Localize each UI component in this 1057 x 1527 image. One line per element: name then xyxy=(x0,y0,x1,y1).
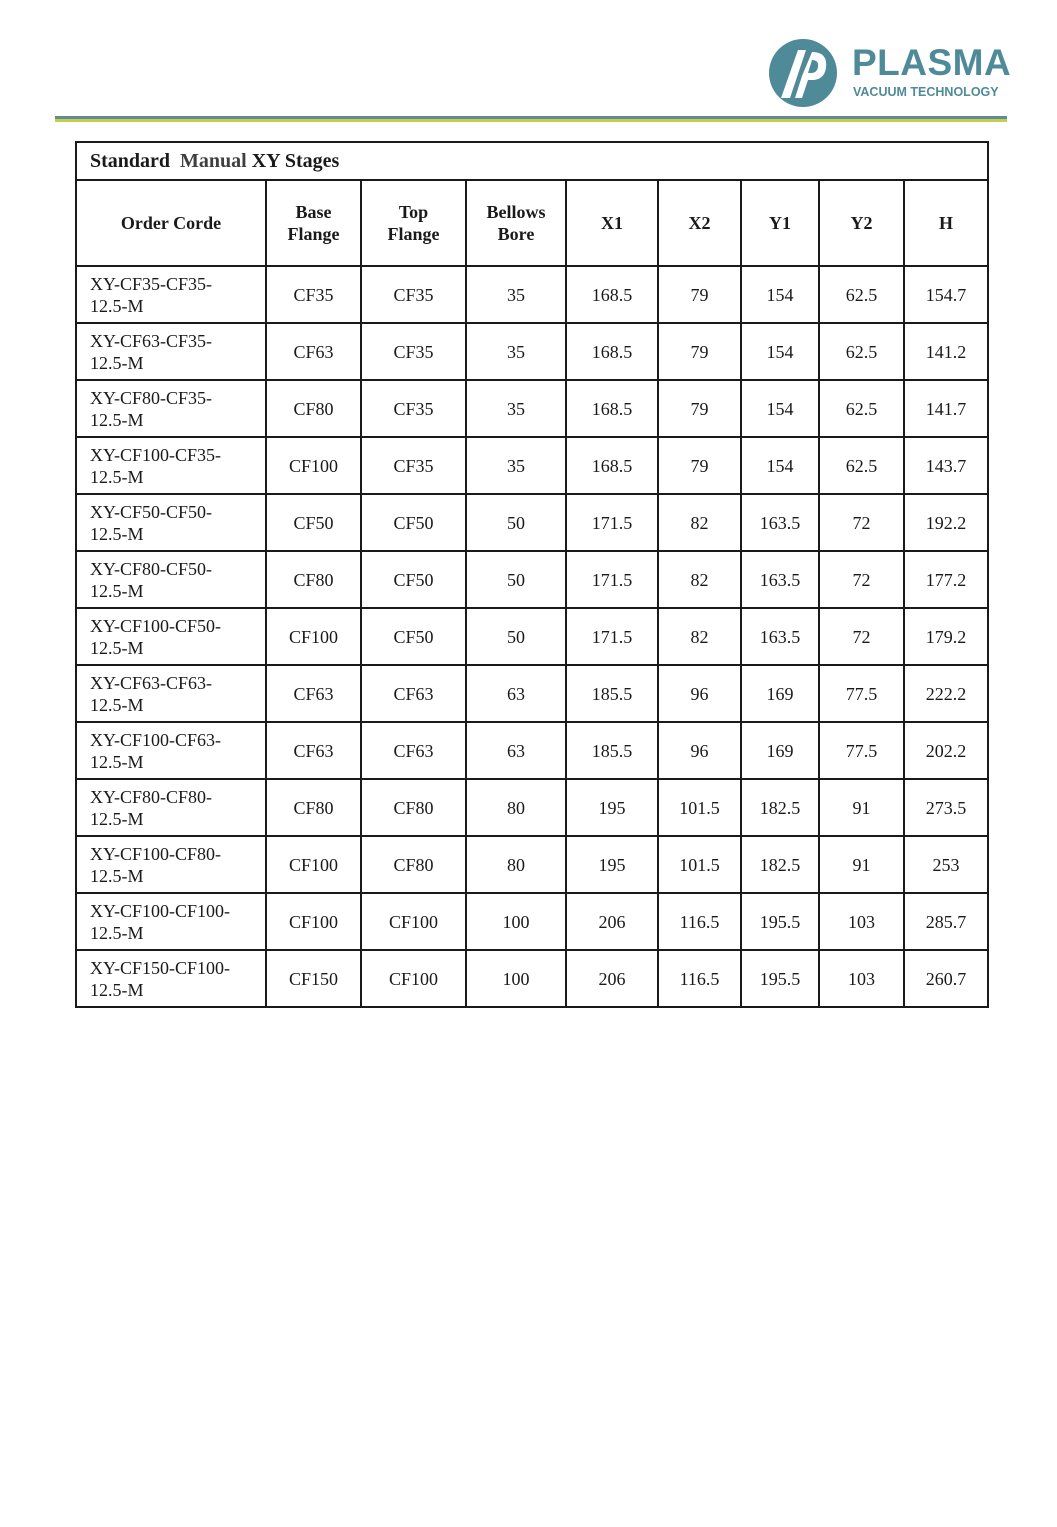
x2-cell: 116.5 xyxy=(658,893,741,950)
top-flange-cell: CF63 xyxy=(361,665,466,722)
order-code-cell xyxy=(76,437,266,494)
order-code-cell xyxy=(76,494,266,551)
bellows-bore-cell: 50 xyxy=(466,608,566,665)
x2-cell: 79 xyxy=(658,323,741,380)
bellows-bore-cell: 63 xyxy=(466,722,566,779)
order-code-line2: 12.5-M xyxy=(90,751,144,772)
top-flange-cell: CF35 xyxy=(361,266,466,323)
base-flange-cell: CF100 xyxy=(266,836,361,893)
top-flange-cell: CF100 xyxy=(361,950,466,1007)
x1-cell: 171.5 xyxy=(566,551,658,608)
order-code-cell xyxy=(76,323,266,380)
h-cell: 285.7 xyxy=(904,893,988,950)
order-code-line2: 12.5-M xyxy=(90,808,144,829)
top-flange-cell: CF35 xyxy=(361,323,466,380)
bellows-bore-cell: 35 xyxy=(466,437,566,494)
bellows-bore-cell: 80 xyxy=(466,779,566,836)
y2-cell: 77.5 xyxy=(819,722,904,779)
top-flange-cell: CF35 xyxy=(361,380,466,437)
top-flange-cell: CF100 xyxy=(361,893,466,950)
order-code-cell xyxy=(76,893,266,950)
order-code-line1: XY-CF80-CF50- xyxy=(90,558,213,579)
header-order-code: Order Corde xyxy=(76,180,266,266)
bellows-bore-cell: 80 xyxy=(466,836,566,893)
y2-cell: 72 xyxy=(819,551,904,608)
x1-cell: 206 xyxy=(566,893,658,950)
top-flange-cell: CF80 xyxy=(361,779,466,836)
h-cell: 143.7 xyxy=(904,437,988,494)
brand-name: PLASMA xyxy=(852,42,1012,83)
h-cell: 179.2 xyxy=(904,608,988,665)
x1-cell: 195 xyxy=(566,779,658,836)
header-y2: Y2 xyxy=(819,180,904,266)
order-code-line1: XY-CF100-CF35- xyxy=(90,444,222,465)
order-code-cell xyxy=(76,950,266,1007)
header-top-flange-line2: Flange xyxy=(387,224,440,244)
table-row xyxy=(76,950,988,1007)
order-code-cell xyxy=(76,836,266,893)
header-top-flange-line1: Top xyxy=(398,202,429,222)
y1-cell: 169 xyxy=(741,722,819,779)
table-title-part2: Manual xyxy=(180,150,247,172)
x1-cell: 206 xyxy=(566,950,658,1007)
table-header-row xyxy=(76,180,988,266)
x2-cell: 82 xyxy=(658,551,741,608)
order-code-cell xyxy=(76,722,266,779)
x2-cell: 96 xyxy=(658,665,741,722)
x1-cell: 168.5 xyxy=(566,323,658,380)
x1-cell: 171.5 xyxy=(566,608,658,665)
y1-cell: 163.5 xyxy=(741,608,819,665)
brand-tagline: VACUUM TECHNOLOGY xyxy=(853,85,999,99)
base-flange-cell: CF150 xyxy=(266,950,361,1007)
x2-cell: 79 xyxy=(658,380,741,437)
table-title-part3: XY Stages xyxy=(251,150,340,172)
bellows-bore-cell: 63 xyxy=(466,665,566,722)
order-code-line2: 12.5-M xyxy=(90,580,144,601)
h-cell: 192.2 xyxy=(904,494,988,551)
order-code-line1: XY-CF100-CF50- xyxy=(90,615,222,636)
base-flange-cell: CF35 xyxy=(266,266,361,323)
h-cell: 141.7 xyxy=(904,380,988,437)
order-code-line1: XY-CF63-CF63- xyxy=(90,672,213,693)
table-row xyxy=(76,665,988,722)
table-row xyxy=(76,437,988,494)
order-code-line1: XY-CF63-CF35- xyxy=(90,330,213,351)
h-cell: 273.5 xyxy=(904,779,988,836)
base-flange-cell: CF63 xyxy=(266,323,361,380)
h-cell: 222.2 xyxy=(904,665,988,722)
order-code-line2: 12.5-M xyxy=(90,637,144,658)
order-code-line1: XY-CF35-CF35- xyxy=(90,273,213,294)
order-code-cell xyxy=(76,380,266,437)
order-code-cell xyxy=(76,266,266,323)
header-divider xyxy=(55,116,1007,122)
h-cell: 253 xyxy=(904,836,988,893)
bellows-bore-cell: 50 xyxy=(466,494,566,551)
h-cell: 177.2 xyxy=(904,551,988,608)
xy-stages-table xyxy=(75,141,989,1008)
header-bellows-bore-line1: Bellows xyxy=(486,202,546,222)
y2-cell: 77.5 xyxy=(819,665,904,722)
base-flange-cell: CF80 xyxy=(266,779,361,836)
top-flange-cell: CF63 xyxy=(361,722,466,779)
x1-cell: 185.5 xyxy=(566,722,658,779)
x1-cell: 195 xyxy=(566,836,658,893)
base-flange-cell: CF100 xyxy=(266,893,361,950)
y1-cell: 195.5 xyxy=(741,893,819,950)
y2-cell: 103 xyxy=(819,893,904,950)
order-code-line2: 12.5-M xyxy=(90,694,144,715)
table-body xyxy=(76,266,988,1007)
header-h: H xyxy=(904,180,988,266)
top-flange-cell: CF80 xyxy=(361,836,466,893)
header-y1: Y1 xyxy=(741,180,819,266)
y1-cell: 163.5 xyxy=(741,494,819,551)
x1-cell: 168.5 xyxy=(566,437,658,494)
bellows-bore-cell: 35 xyxy=(466,323,566,380)
bellows-bore-cell: 35 xyxy=(466,380,566,437)
top-flange-cell: CF35 xyxy=(361,437,466,494)
spec-table-container xyxy=(75,141,987,1008)
y2-cell: 62.5 xyxy=(819,437,904,494)
order-code-line1: XY-CF100-CF80- xyxy=(90,843,222,864)
order-code-cell xyxy=(76,665,266,722)
table-row xyxy=(76,608,988,665)
table-title xyxy=(76,142,988,180)
top-flange-cell: CF50 xyxy=(361,608,466,665)
y1-cell: 195.5 xyxy=(741,950,819,1007)
table-row xyxy=(76,494,988,551)
base-flange-cell: CF80 xyxy=(266,380,361,437)
x2-cell: 96 xyxy=(658,722,741,779)
brand-logo xyxy=(768,38,1012,110)
header-bellows-bore xyxy=(466,180,566,266)
top-flange-cell: CF50 xyxy=(361,551,466,608)
table-row xyxy=(76,722,988,779)
x2-cell: 79 xyxy=(658,437,741,494)
y1-cell: 154 xyxy=(741,437,819,494)
order-code-line1: XY-CF80-CF80- xyxy=(90,786,213,807)
bellows-bore-cell: 35 xyxy=(466,266,566,323)
order-code-cell xyxy=(76,551,266,608)
base-flange-cell: CF63 xyxy=(266,722,361,779)
order-code-line1: XY-CF100-CF100- xyxy=(90,900,231,921)
table-row xyxy=(76,380,988,437)
x2-cell: 101.5 xyxy=(658,779,741,836)
order-code-cell xyxy=(76,608,266,665)
x2-cell: 82 xyxy=(658,494,741,551)
order-code-line1: XY-CF50-CF50- xyxy=(90,501,213,522)
header-x2: X2 xyxy=(658,180,741,266)
table-row xyxy=(76,323,988,380)
x2-cell: 79 xyxy=(658,266,741,323)
y1-cell: 169 xyxy=(741,665,819,722)
base-flange-cell: CF50 xyxy=(266,494,361,551)
y1-cell: 182.5 xyxy=(741,779,819,836)
order-code-line2: 12.5-M xyxy=(90,523,144,544)
h-cell: 154.7 xyxy=(904,266,988,323)
order-code-line1: XY-CF100-CF63- xyxy=(90,729,222,750)
order-code-line2: 12.5-M xyxy=(90,409,144,430)
base-flange-cell: CF63 xyxy=(266,665,361,722)
y1-cell: 163.5 xyxy=(741,551,819,608)
plasma-logo-icon xyxy=(768,38,838,108)
y1-cell: 154 xyxy=(741,266,819,323)
header-base-flange-line1: Base xyxy=(295,202,332,222)
x1-cell: 171.5 xyxy=(566,494,658,551)
y2-cell: 62.5 xyxy=(819,380,904,437)
x2-cell: 101.5 xyxy=(658,836,741,893)
order-code-line2: 12.5-M xyxy=(90,865,144,886)
order-code-line2: 12.5-M xyxy=(90,922,144,943)
table-row xyxy=(76,551,988,608)
x2-cell: 82 xyxy=(658,608,741,665)
table-row xyxy=(76,266,988,323)
order-code-line2: 12.5-M xyxy=(90,295,144,316)
y1-cell: 182.5 xyxy=(741,836,819,893)
order-code-cell xyxy=(76,779,266,836)
base-flange-cell: CF80 xyxy=(266,551,361,608)
h-cell: 141.2 xyxy=(904,323,988,380)
y2-cell: 72 xyxy=(819,494,904,551)
table-row xyxy=(76,779,988,836)
order-code-line1: XY-CF150-CF100- xyxy=(90,957,231,978)
top-flange-cell: CF50 xyxy=(361,494,466,551)
header-x1: X1 xyxy=(566,180,658,266)
table-title-part1: Standard xyxy=(90,150,171,172)
y2-cell: 103 xyxy=(819,950,904,1007)
header-bellows-bore-line2: Bore xyxy=(497,224,535,244)
h-cell: 202.2 xyxy=(904,722,988,779)
base-flange-cell: CF100 xyxy=(266,608,361,665)
order-code-line2: 12.5-M xyxy=(90,466,144,487)
x1-cell: 185.5 xyxy=(566,665,658,722)
y1-cell: 154 xyxy=(741,380,819,437)
header-base-flange xyxy=(266,180,361,266)
header-base-flange-line2: Flange xyxy=(287,224,340,244)
table-row xyxy=(76,836,988,893)
y2-cell: 72 xyxy=(819,608,904,665)
base-flange-cell: CF100 xyxy=(266,437,361,494)
y2-cell: 91 xyxy=(819,836,904,893)
bellows-bore-cell: 100 xyxy=(466,950,566,1007)
y2-cell: 62.5 xyxy=(819,266,904,323)
x2-cell: 116.5 xyxy=(658,950,741,1007)
x1-cell: 168.5 xyxy=(566,266,658,323)
y1-cell: 154 xyxy=(741,323,819,380)
order-code-line2: 12.5-M xyxy=(90,352,144,373)
x1-cell: 168.5 xyxy=(566,380,658,437)
order-code-line1: XY-CF80-CF35- xyxy=(90,387,213,408)
header-top-flange xyxy=(361,180,466,266)
table-row xyxy=(76,893,988,950)
y2-cell: 62.5 xyxy=(819,323,904,380)
h-cell: 260.7 xyxy=(904,950,988,1007)
order-code-line2: 12.5-M xyxy=(90,979,144,1000)
bellows-bore-cell: 50 xyxy=(466,551,566,608)
bellows-bore-cell: 100 xyxy=(466,893,566,950)
y2-cell: 91 xyxy=(819,779,904,836)
